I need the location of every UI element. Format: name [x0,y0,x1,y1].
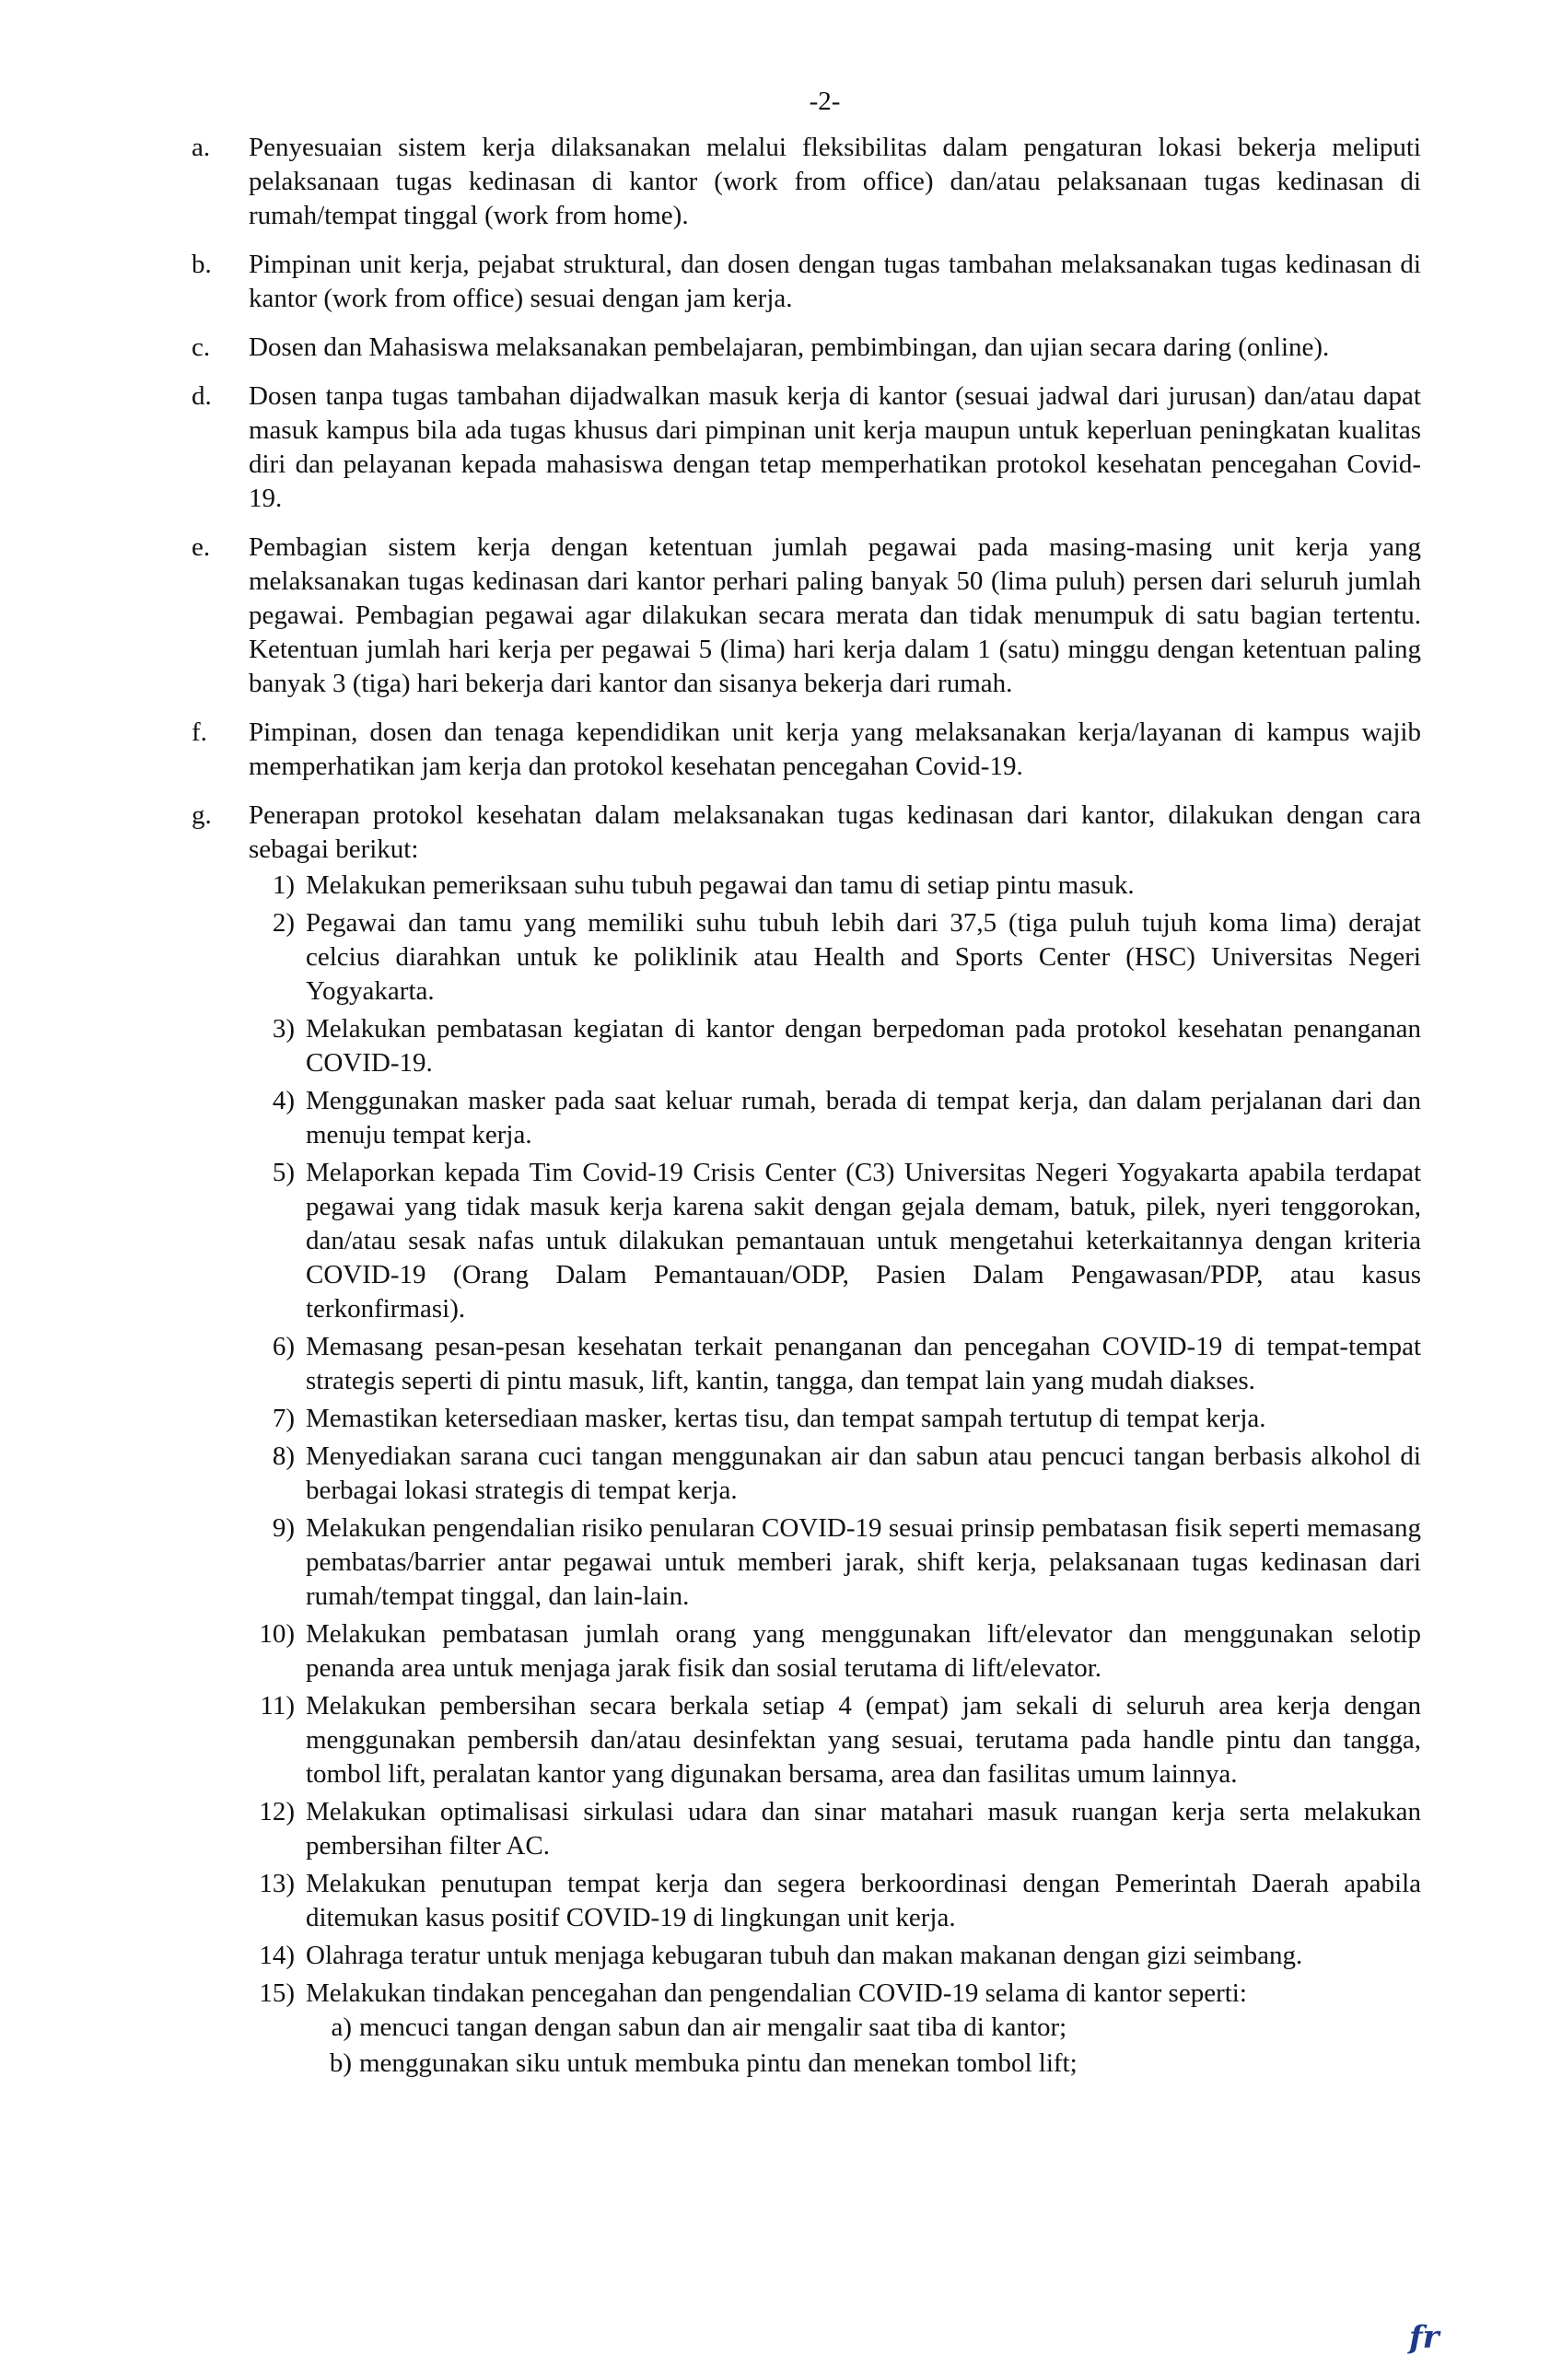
list-item-g [192,799,1421,2081]
sublist-item [249,906,1421,1009]
sub-text: Melakukan pembatasan jumlah orang yang menggunakan lift/elevator dan menggunakan selotip penanda area untuk menjaga jarak fisik dan sosial terutama di lift/elevator. [306,1619,1421,1683]
list-item-e [192,531,1421,701]
item-text: Penyesuaian sistem kerja dilaksanakan melalui fleksibilitas dalam pengaturan lokasi bekerja meliputi pelaksanaan tugas kedinasan di kantor (work from office) dan/atau pelaksanaan tugas kedinasan di rumah/tempat tinggal (work from home). [249,133,1421,230]
sublist-item [249,1977,1421,2081]
sub-label: 10) [259,1619,295,1649]
sub-label: 13) [259,1869,295,1898]
sub-text: Memasang pesan-pesan kesehatan terkait penanganan dan pencegahan COVID-19 di tempat-tempat strategis seperti di pintu masuk, lift, kantin, tangga, dan tempat lain yang mudah diakses. [306,1332,1421,1395]
item-label: e. [192,532,211,562]
item-label: d. [192,381,212,411]
nested-label: b) [329,2048,352,2078]
sub-label: 15) [259,1978,295,2008]
sublist-item [249,1511,1421,1614]
sub-text: Melakukan optimalisasi sirkulasi udara dan sinar matahari masuk ruangan kerja serta melakukan pembersihan filter AC. [306,1797,1421,1861]
sublist-item [249,1795,1421,1863]
sub-text: Menyediakan sarana cuci tangan menggunakan air dan sabun atau pencuci tangan berbasis alkohol di berbagai lokasi strategis di tempat kerja. [306,1441,1421,1505]
sub-text: Melakukan pembatasan kegiatan di kantor dengan berpedoman pada protokol kesehatan penanganan COVID-19. [306,1014,1421,1078]
sub-label: 6) [272,1332,295,1361]
nested-label: a) [331,2012,352,2042]
sub-text: Menggunakan masker pada saat keluar rumah, berada di tempat kerja, dan dalam perjalanan dari dan menuju tempat kerja. [306,1086,1421,1149]
sub-text: Pegawai dan tamu yang memiliki suhu tubuh lebih dari 37,5 (tiga puluh tujuh koma lima) derajat celcius diarahkan untuk ke poliklinik atau Health and Sports Center (HSC) Universitas Negeri Yogyakarta. [306,908,1421,1006]
sub-label: 4) [272,1086,295,1115]
item-text: Pimpinan unit kerja, pejabat struktural, dan dosen dengan tugas tambahan melaksanakan tugas kedinasan di kantor (work from office) sesuai dengan jam kerja. [249,250,1421,313]
list-item-f [192,716,1421,784]
item-label: c. [192,332,211,362]
nested-text: mencuci tangan dengan sabun dan air mengalir saat tiba di kantor; [359,2012,1067,2042]
sublist-item [249,1617,1421,1686]
sublist-item [249,1689,1421,1791]
list-item-a [192,131,1421,233]
sub-label: 2) [272,908,295,938]
item-text: Dosen tanpa tugas tambahan dijadwalkan masuk kerja di kantor (sesuai jadwal dari jurusan) dan/atau dapat masuk kampus bila ada tugas khusus dari pimpinan unit kerja maupun untuk keperluan peningkatan kualitas diri dan pelayanan kepada mahasiswa dengan tetap memperhatikan protokol kesehatan pencegahan Covid-19. [249,381,1421,513]
sublist-item [249,1402,1421,1436]
item-text: Pimpinan, dosen dan tenaga kependidikan unit kerja yang melaksanakan kerja/layanan di kampus wajib memperhatikan jam kerja dan protokol kesehatan pencegahan Covid-19. [249,718,1421,781]
item-label: g. [192,800,212,830]
sub-text: Melakukan tindakan pencegahan dan pengendalian COVID-19 selama di kantor seperti: [306,1978,1247,2008]
sublist-item [249,1012,1421,1080]
nested-text: menggunakan siku untuk membuka pintu dan menekan tombol lift; [359,2048,1078,2078]
sub-label: 5) [272,1158,295,1187]
sub-label: 7) [272,1404,295,1433]
item-text: Penerapan protokol kesehatan dalam melaksanakan tugas kedinasan dari kantor, dilakukan dengan cara sebagai berikut: [249,800,1421,864]
item-label: a. [192,133,211,162]
sub-text: Olahraga teratur untuk menjaga kebugaran tubuh dan makan makanan dengan gizi seimbang. [306,1941,1303,1970]
sublist-item [249,1084,1421,1152]
sub-label: 1) [272,870,295,900]
item-text: Dosen dan Mahasiswa melaksanakan pembelajaran, pembimbingan, dan ujian secara daring (online). [249,332,1330,362]
item-text: Pembagian sistem kerja dengan ketentuan jumlah pegawai pada masing-masing unit kerja yang melaksanakan tugas kedinasan dari kantor perhari paling banyak 50 (lima puluh) persen dari seluruh jumlah pegawai. Pembagian pegawai agar dilakukan secara merata dan tidak menumpuk di satu bagian tertentu. Ketentuan jumlah hari kerja per pegawai 5 (lima) hari kerja dalam 1 (satu) minggu dengan ketentuan paling banyak 3 (tiga) hari bekerja dari kantor dan sisanya bekerja dari rumah. [249,532,1421,698]
sub-text: Melaporkan kepada Tim Covid-19 Crisis Center (C3) Universitas Negeri Yogyakarta apabila terdapat pegawai yang tidak masuk kerja karena sakit dengan gejala demam, batuk, pilek, nyeri tenggorokan, dan/atau sesak nafas untuk dilakukan pemantauan untuk mengetahui keterkaitannya dengan kriteria COVID-19 (Orang Dalam Pemantauan/ODP, Pasien Dalam Pengawasan/PDP, atau kasus terkonfirmasi). [306,1158,1421,1324]
sublist-item [249,1156,1421,1326]
item-label: b. [192,250,212,279]
protocol-sublist [249,869,1421,2081]
sub-text: Melakukan penutupan tempat kerja dan segera berkoordinasi dengan Pemerintah Daerah apabila ditemukan kasus positif COVID-19 di lingkungan unit kerja. [306,1869,1421,1932]
sub-text: Melakukan pengendalian risiko penularan COVID-19 sesuai prinsip pembatasan fisik seperti memasang pembatas/barrier antar pegawai untuk memberi jarak, shift kerja, pelaksanaan tugas kedinasan dari rumah/tempat tinggal, dan lain-lain. [306,1513,1421,1611]
sublist-item [249,1330,1421,1398]
sub-label: 14) [259,1941,295,1970]
nested-list-item [306,2011,1421,2045]
sub-label: 8) [272,1441,295,1471]
list-item-d [192,379,1421,516]
item-label: f. [192,718,207,747]
sublist-item [249,869,1421,903]
sublist-item [249,1939,1421,1973]
sub-text: Memastikan ketersediaan masker, kertas tisu, dan tempat sampah tertutup di tempat kerja. [306,1404,1266,1433]
page-number: -2- [809,87,841,116]
list-item-b [192,248,1421,316]
sublist-item [249,1440,1421,1508]
sub-label: 9) [272,1513,295,1543]
initials-signature: fr [1409,2319,1439,2356]
sub-label: 12) [259,1797,295,1826]
sub-text: Melakukan pemeriksaan suhu tubuh pegawai dan tamu di setiap pintu masuk. [306,870,1135,900]
sub-text: Melakukan pembersihan secara berkala setiap 4 (empat) jam sekali di seluruh area kerja dengan menggunakan pembersih dan/atau desinfektan yang sesuai, terutama pada handle pintu dan tangga, tombol lift, peralatan kantor yang digunakan bersama, area dan fasilitas umum lainnya. [306,1691,1421,1789]
office-precautions-list [306,2011,1421,2081]
sublist-item [249,1867,1421,1935]
list-item-c [192,331,1421,365]
sub-label: 11) [260,1691,295,1721]
sub-label: 3) [272,1014,295,1044]
nested-list-item [306,2047,1421,2081]
